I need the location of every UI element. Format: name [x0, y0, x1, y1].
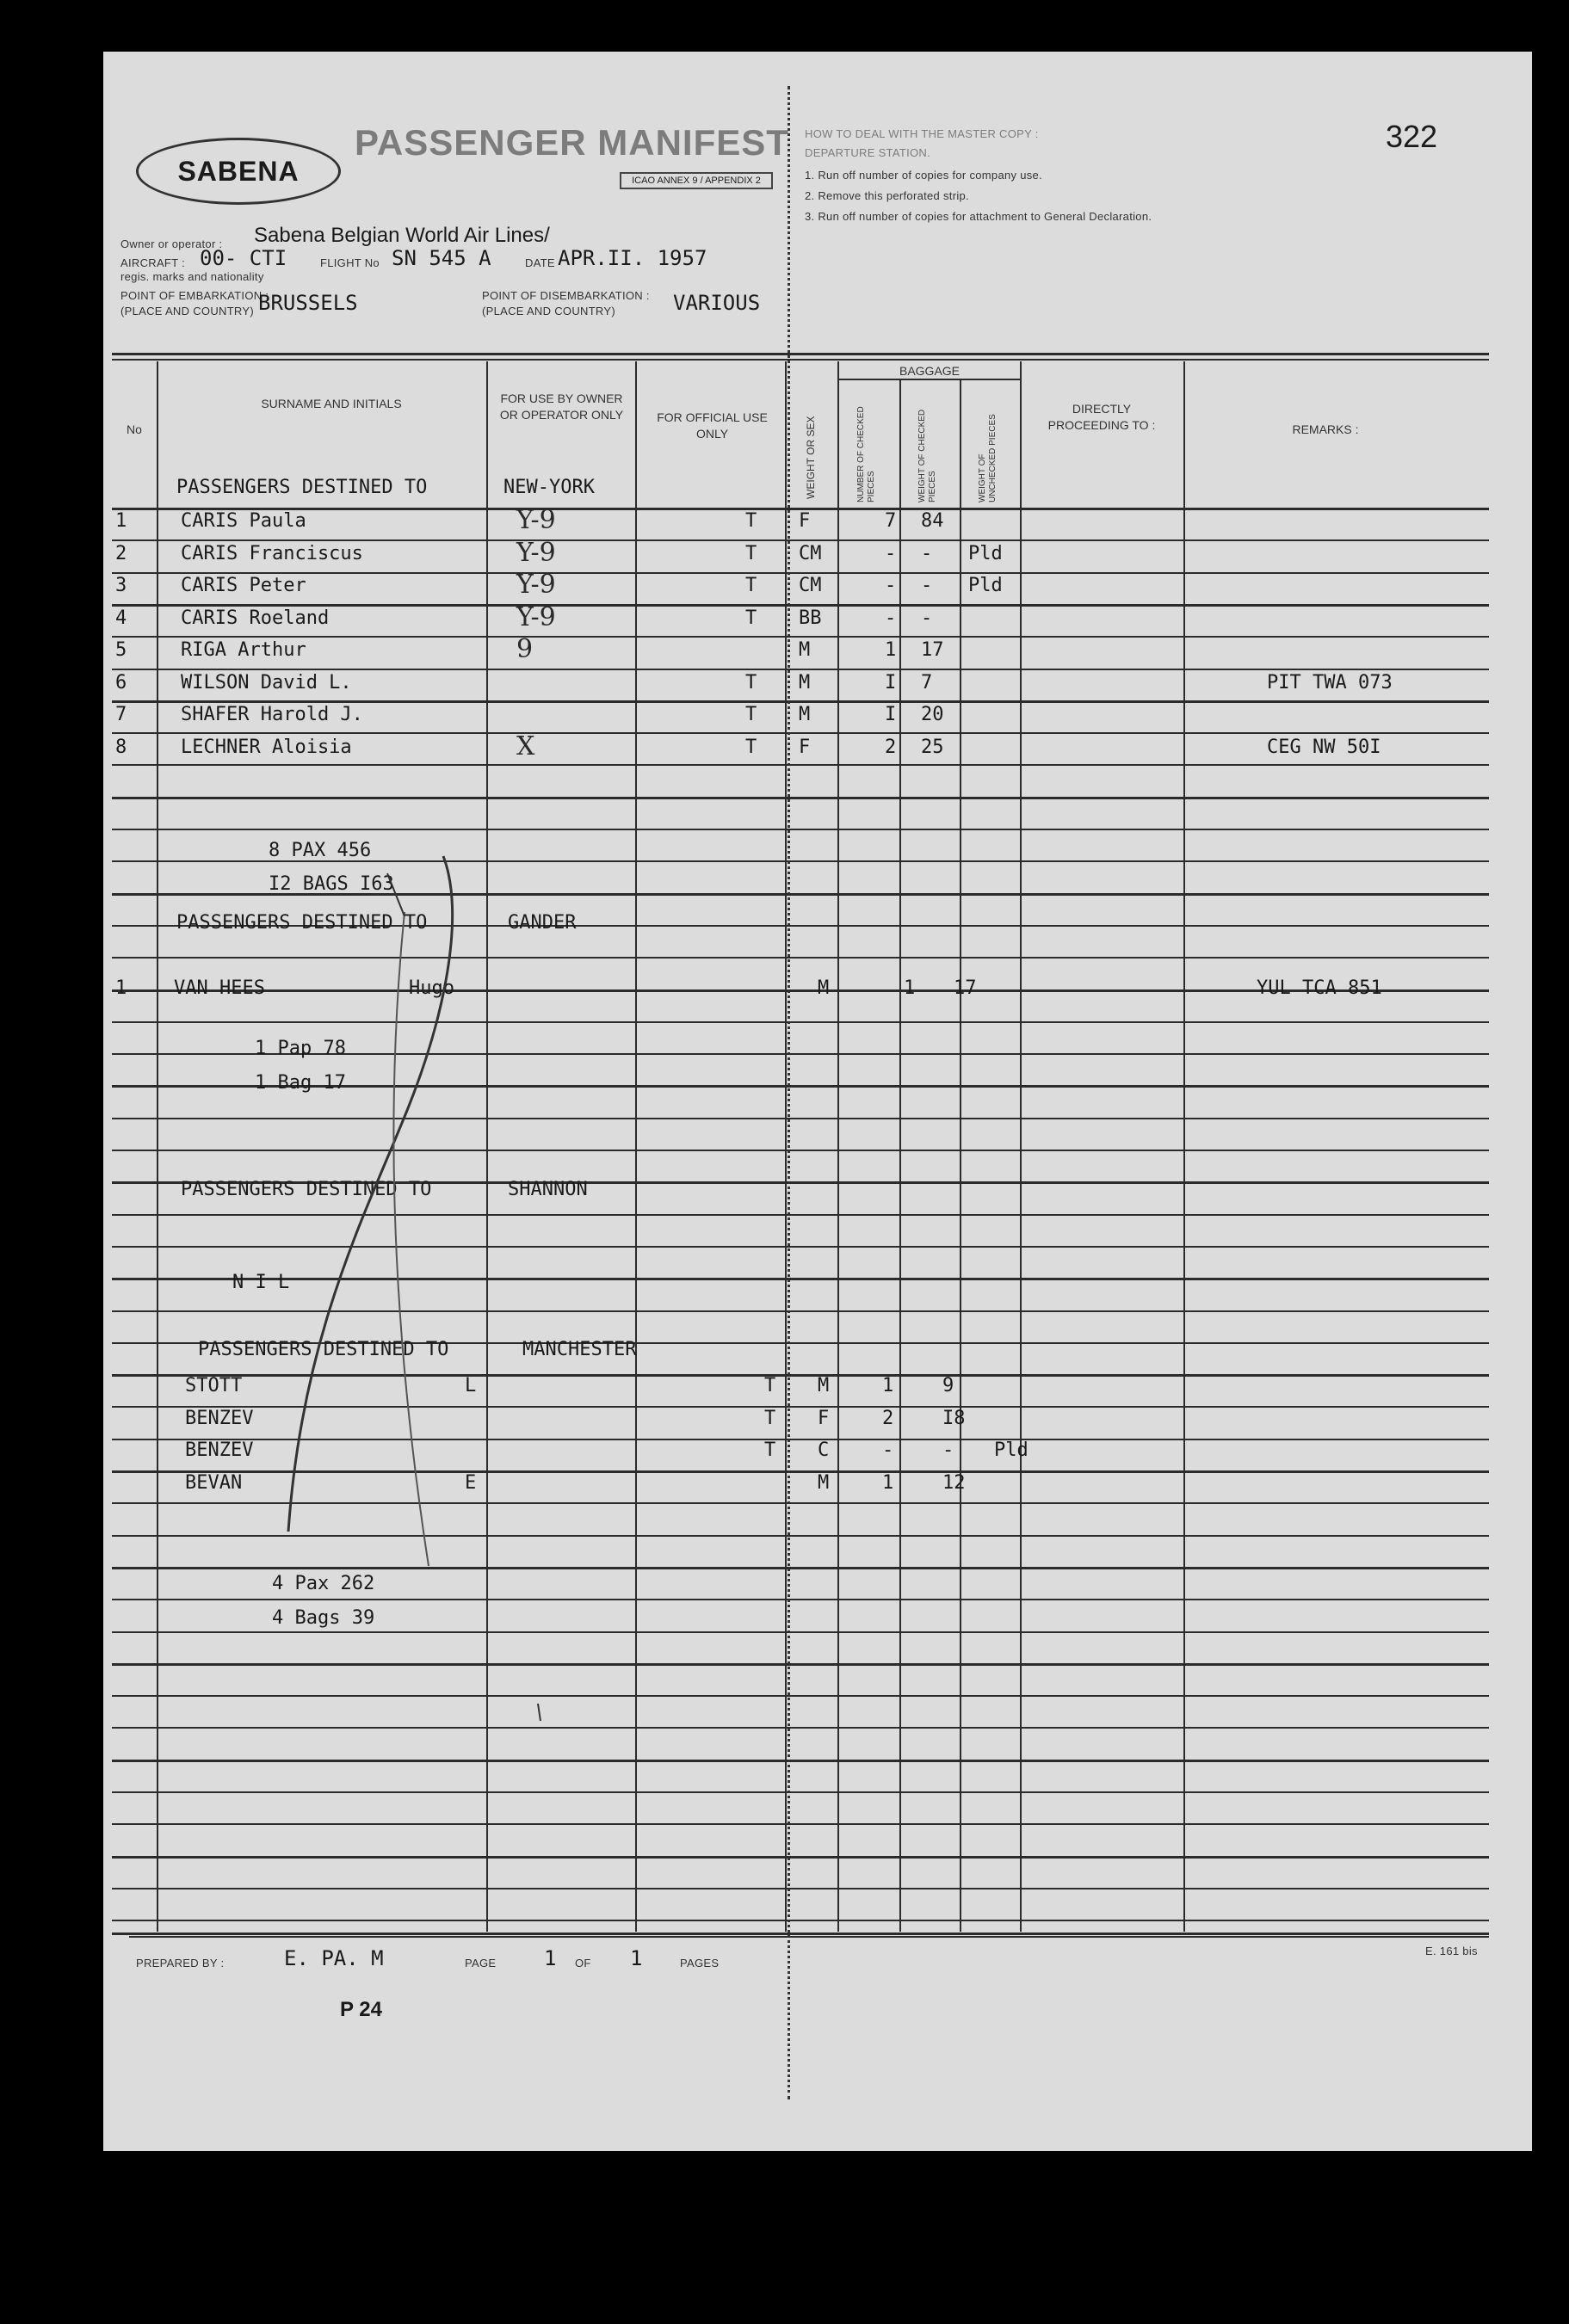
gander-given: Hugo [409, 977, 454, 999]
owner-handwritten-mark: Y-9 [516, 601, 556, 632]
ny-row-pcs: 2 [885, 736, 897, 758]
ny-row-wt: 20 [921, 704, 944, 725]
form-code: E. 161 bis [1425, 1945, 1478, 1957]
ny-total-pax: 8 PAX 456 [269, 840, 372, 861]
flight-label: FLIGHT No [320, 256, 380, 269]
man-row-official: T [764, 1439, 776, 1461]
ny-row-wt: - [921, 575, 933, 596]
ny-row-no: 2 [115, 542, 127, 564]
ny-row-wt: - [921, 607, 933, 629]
gander-remarks: YUL TCA 851 [1257, 977, 1382, 999]
gander-pcs: 1 [904, 977, 916, 999]
ny-row-name: CARIS Paula [181, 510, 306, 532]
gander-sex: M [818, 977, 830, 999]
instructions-subheading: DEPARTURE STATION. [805, 146, 931, 159]
col-weight-checked: WEIGHT OF CHECKED PIECES [917, 409, 937, 502]
col-surname: SURNAME AND INITIALS [261, 397, 402, 410]
ny-row-unchecked: Pld [968, 575, 1003, 596]
ny-row-wt: - [921, 542, 933, 564]
embark-sub: (PLACE AND COUNTRY) [120, 305, 254, 317]
ny-row-official: T [745, 607, 757, 629]
ny-row-official: T [745, 704, 757, 725]
ny-row-no: 5 [115, 639, 127, 661]
prepared-value: E. PA. M [284, 1946, 384, 1970]
date-label: DATE [525, 256, 555, 269]
section-dest-shannon: SHANNON [508, 1179, 588, 1200]
col-no: No [127, 422, 142, 436]
man-row-sex: M [818, 1375, 830, 1396]
ny-row-sex: BB [799, 607, 822, 629]
owner-handwritten-mark: Y-9 [516, 505, 556, 535]
ny-row-pcs: - [885, 607, 897, 629]
man-row-name: STOTT [185, 1375, 243, 1396]
owner-value: Sabena Belgian World Air Lines/ [254, 224, 550, 247]
col-owner-use: FOR USE BY OWNER OR OPERATOR ONLY [499, 391, 624, 422]
man-row-sex: M [818, 1471, 830, 1494]
man-row-pcs: 1 [882, 1471, 894, 1494]
ny-row-remarks: PIT TWA 073 [1267, 671, 1393, 694]
owner-handwritten-mark: X [516, 730, 535, 761]
gander-wt: 17 [954, 977, 977, 999]
ny-row-official: T [745, 671, 757, 694]
instructions-heading: HOW TO DEAL WITH THE MASTER COPY : [805, 127, 1039, 140]
man-row-pcs: 2 [882, 1407, 894, 1429]
man-total-pax: 4 Pax 262 [272, 1573, 375, 1594]
embark-label: POINT OF EMBARKATION : [120, 289, 269, 302]
owner-handwritten-mark: Y-9 [516, 537, 556, 568]
man-row-wt: 12 [942, 1471, 966, 1494]
ny-total-bags: I2 BAGS I63 [269, 873, 394, 895]
stamp-p24: P 24 [340, 1998, 382, 2021]
section-dest-newyork: NEW-YORK [503, 477, 595, 498]
ny-row-no: 7 [115, 704, 127, 725]
section-heading-text: PASSENGERS DESTINED TO [176, 477, 428, 498]
ny-row-no: 4 [115, 607, 127, 629]
ny-row-no: 8 [115, 736, 127, 758]
gander-total-bags: 1 Bag 17 [255, 1072, 346, 1094]
ny-row-sex: M [799, 671, 811, 694]
man-row-name: BENZEV [185, 1439, 254, 1461]
ny-row-pcs: - [885, 542, 897, 564]
manifest-sheet [103, 52, 1532, 2151]
section-dest-gander: GANDER [508, 912, 577, 934]
man-row-init: E [465, 1471, 477, 1494]
man-total-bags: 4 Bags 39 [272, 1607, 375, 1629]
logo-text: SABENA [177, 155, 300, 187]
section-heading-shannon: PASSENGERS DESTINED TO [181, 1179, 432, 1200]
ny-row-wt: 7 [921, 671, 933, 694]
shannon-nil: N I L [232, 1272, 290, 1293]
ny-row-pcs: 7 [885, 510, 897, 532]
gander-row-no: 1 [115, 977, 127, 999]
pencil-strike-marks [103, 52, 1532, 2151]
man-row-official: T [764, 1375, 776, 1396]
col-official-use: FOR OFFICIAL USE ONLY [657, 410, 768, 441]
man-row-wt: - [942, 1439, 954, 1461]
man-row-unchecked: Pld [994, 1439, 1028, 1461]
ny-row-no: 6 [115, 671, 127, 694]
man-row-wt: I8 [942, 1407, 966, 1429]
of-label: OF [575, 1957, 591, 1970]
gander-surname: VAN HEES [174, 977, 265, 999]
disembark-label: POINT OF DISEMBARKATION : [482, 289, 650, 302]
ny-row-official: T [745, 736, 757, 758]
ny-row-name: SHAFER Harold J. [181, 704, 363, 725]
col-weight-sex: WEIGHT OR SEX [805, 416, 817, 499]
instruction-1: 1. Run off number of copies for company use. [805, 169, 1042, 182]
disembark-value: VARIOUS [673, 291, 761, 315]
pages-label: PAGES [680, 1957, 720, 1970]
col-weight-unchecked: WEIGHT OF UNCHECKED PIECES [978, 414, 998, 502]
ny-row-official: T [745, 510, 757, 532]
ny-row-name: CARIS Roeland [181, 607, 330, 629]
annex-box: ICAO ANNEX 9 / APPENDIX 2 [620, 172, 773, 189]
gander-total-pax: 1 Pap 78 [255, 1038, 346, 1059]
ny-row-name: WILSON David L. [181, 671, 352, 694]
ny-row-sex: F [799, 510, 811, 532]
man-row-name: BEVAN [185, 1471, 243, 1494]
man-row-sex: F [818, 1407, 830, 1429]
ny-row-pcs: 1 [885, 639, 897, 661]
section-dest-manchester: MANCHESTER [522, 1339, 637, 1360]
page-label: PAGE [465, 1957, 497, 1970]
page-value: 1 [544, 1946, 557, 1970]
flight-value: SN 545 A [392, 246, 491, 270]
regis-label: regis. marks and nationality [120, 270, 264, 283]
ny-row-name: CARIS Franciscus [181, 542, 363, 564]
man-row-init: L [465, 1375, 477, 1396]
form-title: PASSENGER MANIFEST [355, 122, 789, 163]
ny-row-sex: CM [799, 575, 822, 596]
man-row-name: BENZEV [185, 1407, 254, 1429]
instruction-3: 3. Run off number of copies for attachment to General Declaration. [805, 210, 1152, 223]
ny-row-remarks: CEG NW 50I [1267, 736, 1381, 758]
ny-row-sex: M [799, 704, 811, 725]
man-row-sex: C [818, 1439, 830, 1461]
man-row-pcs: - [882, 1439, 894, 1461]
disembark-sub: (PLACE AND COUNTRY) [482, 305, 615, 317]
section-heading-gander: PASSENGERS DESTINED TO [176, 912, 428, 934]
man-row-wt: 9 [942, 1375, 954, 1396]
aircraft-label: AIRCRAFT : [120, 256, 185, 269]
footer-rule [129, 1936, 1489, 1938]
col-num-checked: NUMBER OF CHECKED PIECES [856, 406, 876, 502]
ny-row-sex: CM [799, 542, 822, 564]
of-value: 1 [630, 1946, 643, 1970]
ny-row-name: RIGA Arthur [181, 639, 306, 661]
man-row-official: T [764, 1407, 776, 1429]
ny-row-wt: 17 [921, 639, 944, 661]
instruction-2: 2. Remove this perforated strip. [805, 189, 969, 202]
col-baggage: BAGGAGE [899, 364, 961, 378]
owner-handwritten-mark: Y-9 [516, 570, 556, 600]
ny-row-official: T [745, 542, 757, 564]
ny-row-wt: 25 [921, 736, 944, 758]
ny-row-sex: M [799, 639, 811, 661]
aircraft-value: 00- CTI [200, 246, 287, 270]
owner-label: Owner or operator : [120, 237, 223, 250]
date-value: APR.II. 1957 [558, 246, 707, 270]
ny-row-no: 3 [115, 575, 127, 596]
col-remarks: REMARKS : [1292, 422, 1359, 436]
ny-row-pcs: I [885, 704, 897, 725]
ny-row-official: T [745, 575, 757, 596]
col-proceeding: DIRECTLY PROCEEDING TO : [1047, 402, 1156, 432]
ny-row-unchecked: Pld [968, 542, 1003, 564]
ny-row-name: LECHNER Aloisia [181, 736, 352, 758]
ny-row-wt: 84 [921, 510, 944, 532]
owner-handwritten-mark: 9 [516, 634, 534, 664]
embark-value: BRUSSELS [258, 291, 358, 315]
man-row-pcs: 1 [882, 1375, 894, 1396]
ny-row-pcs: I [885, 671, 897, 694]
prepared-label: PREPARED BY : [136, 1957, 225, 1970]
ny-row-no: 1 [115, 510, 127, 532]
ny-row-pcs: - [885, 575, 897, 596]
ny-row-name: CARIS Peter [181, 575, 306, 596]
ny-row-sex: F [799, 736, 811, 758]
page-number: 322 [1386, 119, 1438, 154]
section-heading-manchester: PASSENGERS DESTINED TO [198, 1339, 449, 1360]
